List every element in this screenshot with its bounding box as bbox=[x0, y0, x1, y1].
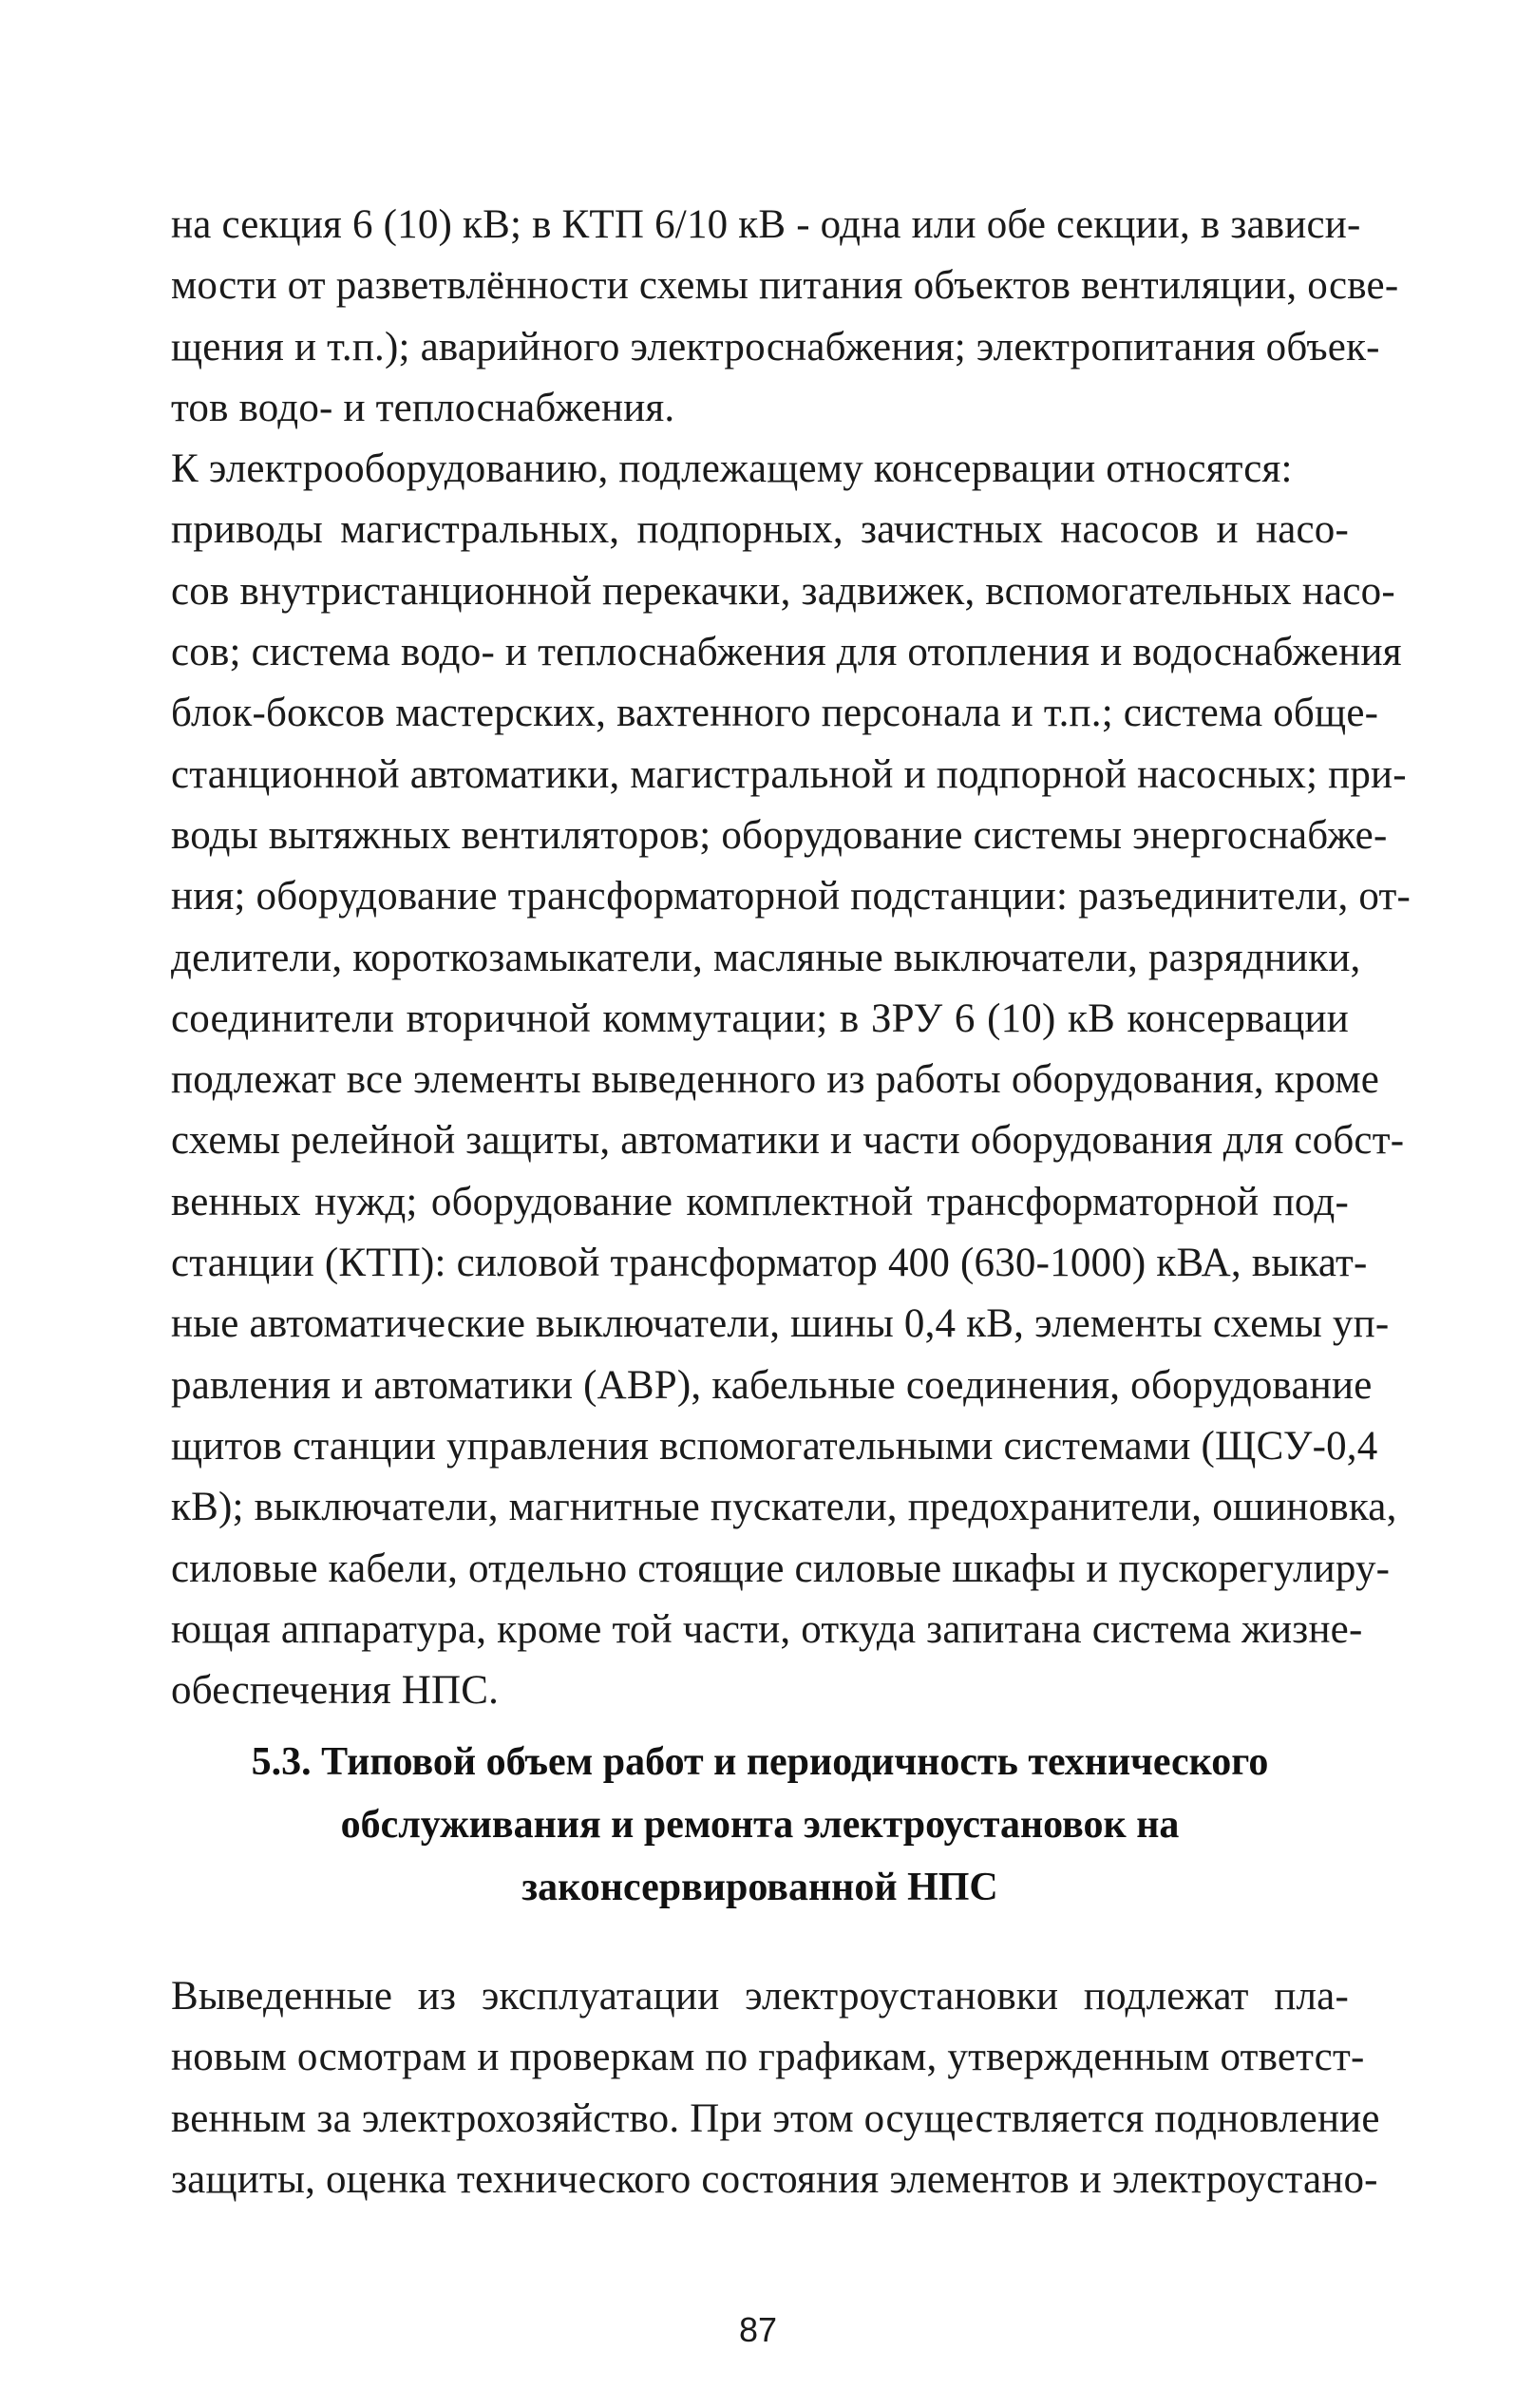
text-line: тов водо- и теплоснабжения. bbox=[171, 385, 675, 430]
text-line: мости от разветвлённости схемы питания объектов вентиляции, осве- bbox=[171, 263, 1399, 309]
text-line: станционной автоматики, магистральной и подпорной насосных; при- bbox=[171, 751, 1407, 797]
text-line: щитов станции управления вспомогательными системами (ЩСУ-0,4 bbox=[171, 1423, 1378, 1469]
section-heading bbox=[171, 1731, 1349, 1919]
main-text-bottom bbox=[171, 1966, 1380, 2210]
main-text-top bbox=[171, 195, 1412, 1721]
text-line: станции (КТП): силовой трансформатор 400 (630-1000) кВА, выкат- bbox=[171, 1241, 1368, 1286]
text-line: воды вытяжных вентиляторов; оборудование системы энергоснабже- bbox=[171, 812, 1388, 858]
text-line: блок-боксов мастерских, вахтенного персонала и т.п.; система обще- bbox=[171, 691, 1379, 736]
text-line: приводы магистральных, подпорных, зачистных насосов и насо- bbox=[171, 507, 1349, 553]
text-line: обеспечения НПС. bbox=[171, 1668, 500, 1714]
text-line: равления и автоматики (АВР), кабельные соединения, оборудование bbox=[171, 1362, 1373, 1408]
text-line: Выведенные из эксплуатации электроустановки подлежат пла- bbox=[171, 1974, 1349, 2019]
text-line: схемы релейной защиты, автоматики и части оборудования для собст- bbox=[171, 1118, 1405, 1164]
text-line: защиты, оценка технического состояния элементов и электроустано- bbox=[171, 2156, 1378, 2202]
text-line: ные автоматические выключатели, шины 0,4 кВ, элементы схемы уп- bbox=[171, 1301, 1390, 1347]
page-number: 87 bbox=[738, 2310, 778, 2349]
text-line: делители, короткозамыкатели, масляные выключатели, разрядники, bbox=[171, 935, 1361, 980]
text-line: ющая аппаратура, кроме той части, откуда запитана система жизне- bbox=[171, 1606, 1363, 1652]
text-line: на секция 6 (10) кВ; в КТП 6/10 кВ - одна или обе секции, в зависи- bbox=[171, 202, 1361, 247]
heading-line: обслуживания и ремонта электроустановок на bbox=[340, 1803, 1180, 1847]
text-line: сов внутристанционной перекачки, задвижек, вспомогательных насо- bbox=[171, 568, 1395, 614]
text-line: силовые кабели, отдельно стоящие силовые шкафы и пускорегулиру- bbox=[171, 1545, 1391, 1591]
text-line: подлежат все элементы выведенного из работы оборудования, кроме bbox=[171, 1057, 1380, 1103]
text-line: щения и т.п.); аварийного электроснабжения; электропитания объек- bbox=[171, 324, 1380, 370]
heading-line: законсервированной НПС bbox=[521, 1866, 998, 1909]
text-line: кВ); выключатели, магнитные пускатели, предохранители, ошиновка, bbox=[171, 1485, 1397, 1530]
paragraph-intro: К электрооборудованию, подлежащему консервации относятся: bbox=[171, 446, 1293, 492]
text-line: новым осмотрам и проверкам по графикам, утвержденным ответст- bbox=[171, 2035, 1365, 2080]
text-line: ния; оборудование трансформаторной подстанции: разъединители, от- bbox=[171, 874, 1412, 920]
heading-line: 5.3. Типовой объем работ и периодичность технического bbox=[251, 1740, 1269, 1784]
text-line: венным за электрохозяйство. При этом осуществляется подновление bbox=[171, 2095, 1380, 2141]
text-line: венных нужд; оборудование комплектной трансформаторной под- bbox=[171, 1179, 1349, 1224]
text-line: соединители вторичной коммутации; в ЗРУ 6 (10) кВ консервации bbox=[171, 995, 1349, 1041]
text-line: сов; система водо- и теплоснабжения для отопления и водоснабжения bbox=[171, 630, 1402, 675]
